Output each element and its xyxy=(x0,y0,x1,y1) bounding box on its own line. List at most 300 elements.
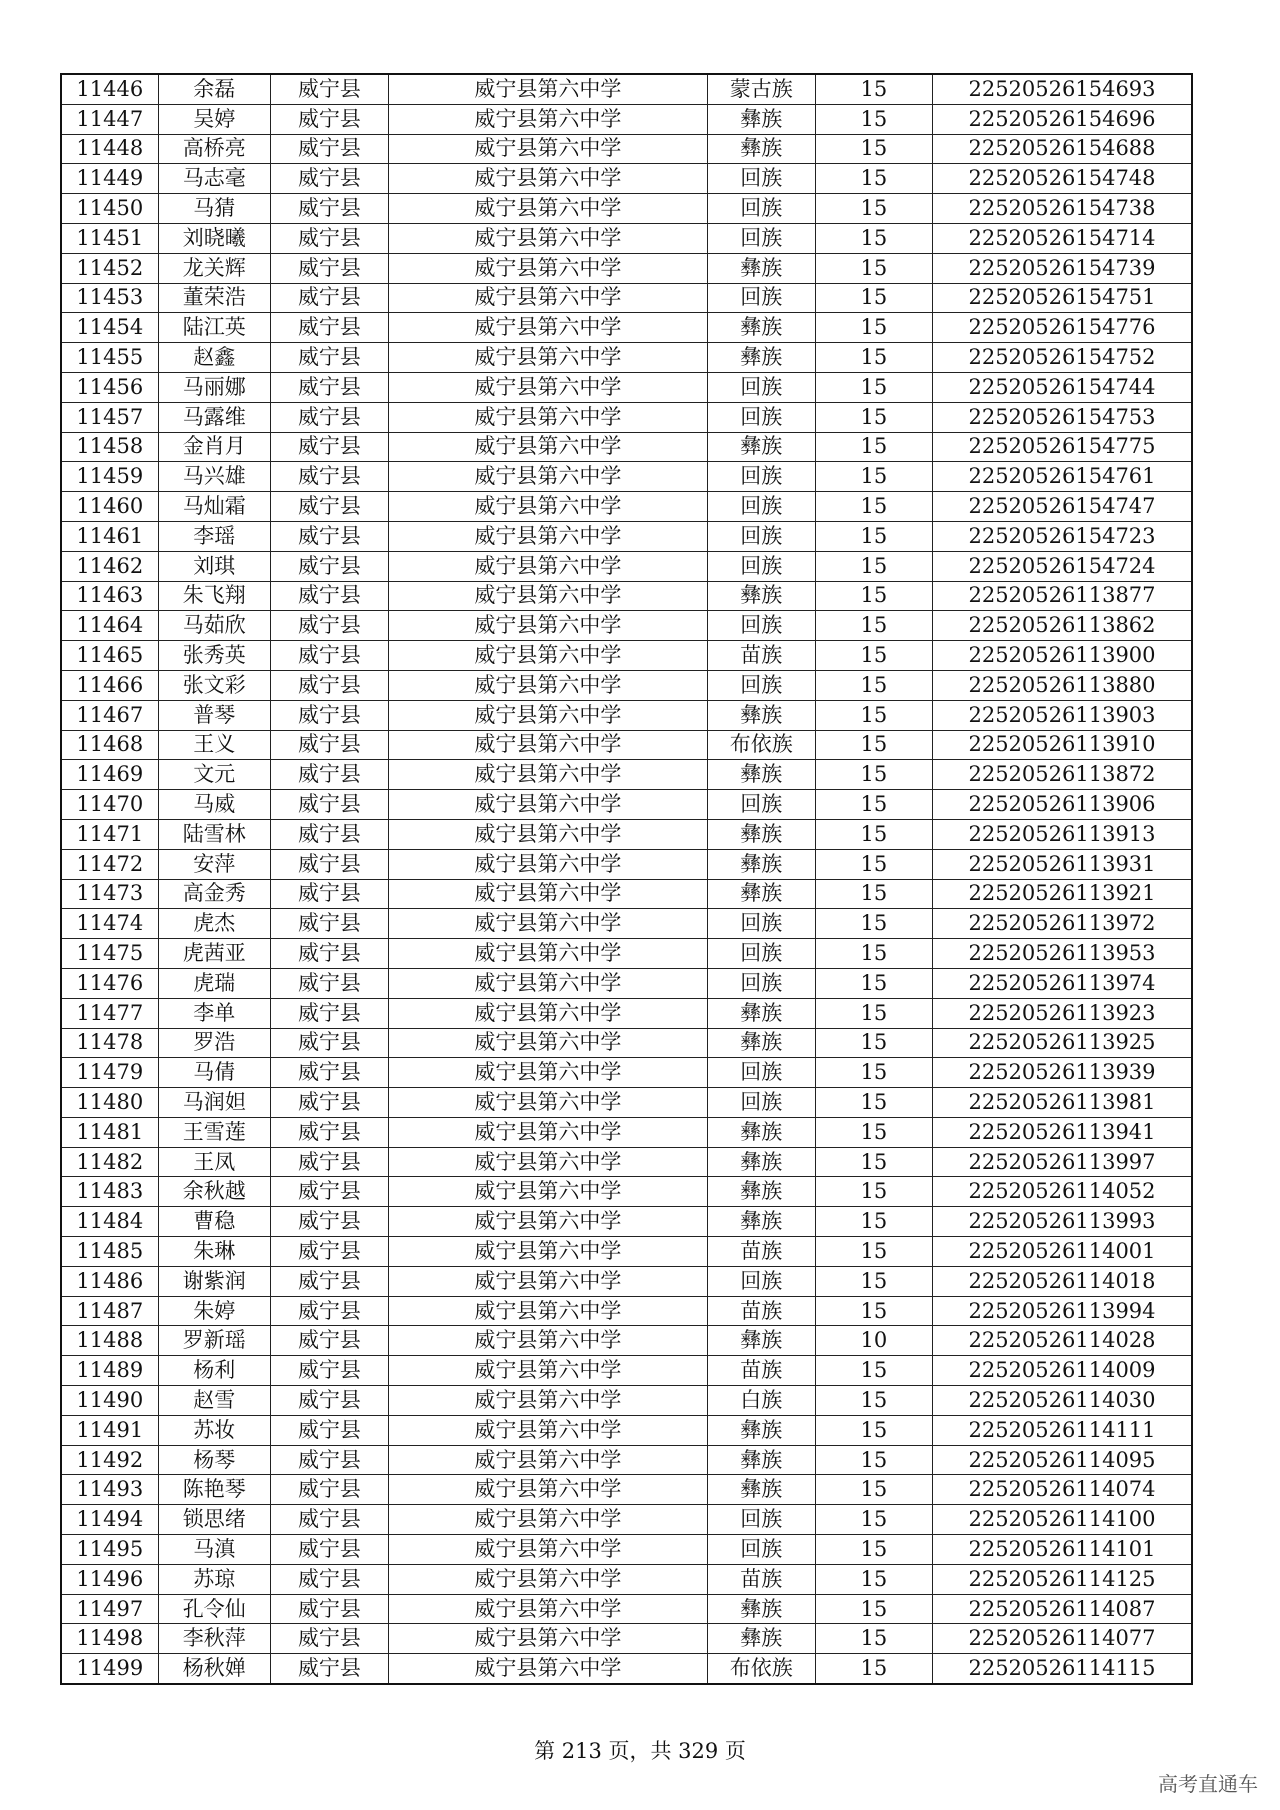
exam-id-cell: 22520526113941 xyxy=(933,1117,1193,1147)
score-cell: 15 xyxy=(815,1266,932,1296)
county-cell: 威宁县 xyxy=(270,819,388,849)
name-cell: 高金秀 xyxy=(158,879,270,909)
county-cell: 威宁县 xyxy=(270,74,388,104)
roster-table-body xyxy=(61,74,1192,1684)
table-row xyxy=(61,1564,1192,1594)
county-cell: 威宁县 xyxy=(270,1535,388,1565)
seq-cell: 11447 xyxy=(61,104,158,134)
table-row xyxy=(61,223,1192,253)
school-cell: 威宁县第六中学 xyxy=(389,998,708,1028)
exam-id-cell: 22520526114077 xyxy=(933,1624,1193,1654)
seq-cell: 11492 xyxy=(61,1445,158,1475)
name-cell: 高桥亮 xyxy=(158,134,270,164)
table-row xyxy=(61,879,1192,909)
school-cell: 威宁县第六中学 xyxy=(389,1296,708,1326)
county-cell: 威宁县 xyxy=(270,521,388,551)
school-cell: 威宁县第六中学 xyxy=(389,939,708,969)
school-cell: 威宁县第六中学 xyxy=(389,1117,708,1147)
name-cell: 罗浩 xyxy=(158,1028,270,1058)
name-cell: 董荣浩 xyxy=(158,283,270,313)
seq-cell: 11450 xyxy=(61,194,158,224)
school-cell: 威宁县第六中学 xyxy=(389,164,708,194)
table-row xyxy=(61,1475,1192,1505)
score-cell: 15 xyxy=(815,1475,932,1505)
table-row xyxy=(61,1445,1192,1475)
ethnicity-cell: 苗族 xyxy=(707,1237,815,1267)
school-cell: 威宁县第六中学 xyxy=(389,1207,708,1237)
county-cell: 威宁县 xyxy=(270,1356,388,1386)
county-cell: 威宁县 xyxy=(270,253,388,283)
seq-cell: 11491 xyxy=(61,1415,158,1445)
school-cell: 威宁县第六中学 xyxy=(389,700,708,730)
table-row xyxy=(61,1654,1192,1684)
table-row xyxy=(61,611,1192,641)
school-cell: 威宁县第六中学 xyxy=(389,1535,708,1565)
table-row xyxy=(61,1505,1192,1535)
score-cell: 15 xyxy=(815,313,932,343)
school-cell: 威宁县第六中学 xyxy=(389,819,708,849)
exam-id-cell: 22520526113931 xyxy=(933,849,1193,879)
county-cell: 威宁县 xyxy=(270,939,388,969)
county-cell: 威宁县 xyxy=(270,790,388,820)
table-row xyxy=(61,641,1192,671)
county-cell: 威宁县 xyxy=(270,1386,388,1416)
ethnicity-cell: 布依族 xyxy=(707,1654,815,1684)
county-cell: 威宁县 xyxy=(270,1326,388,1356)
exam-id-cell: 22520526154723 xyxy=(933,521,1193,551)
county-cell: 威宁县 xyxy=(270,1564,388,1594)
name-cell: 余秋越 xyxy=(158,1177,270,1207)
seq-cell: 11476 xyxy=(61,968,158,998)
county-cell: 威宁县 xyxy=(270,1147,388,1177)
seq-cell: 11467 xyxy=(61,700,158,730)
exam-id-cell: 22520526154751 xyxy=(933,283,1193,313)
seq-cell: 11461 xyxy=(61,521,158,551)
seq-cell: 11487 xyxy=(61,1296,158,1326)
page-number: 第 213 页，共 329 页 xyxy=(534,1739,746,1763)
seq-cell: 11478 xyxy=(61,1028,158,1058)
exam-id-cell: 22520526113900 xyxy=(933,641,1193,671)
ethnicity-cell: 彝族 xyxy=(707,432,815,462)
county-cell: 威宁县 xyxy=(270,492,388,522)
county-cell: 威宁县 xyxy=(270,432,388,462)
score-cell: 10 xyxy=(815,1326,932,1356)
exam-id-cell: 22520526154714 xyxy=(933,223,1193,253)
table-row xyxy=(61,134,1192,164)
exam-id-cell: 22520526113997 xyxy=(933,1147,1193,1177)
county-cell: 威宁县 xyxy=(270,402,388,432)
ethnicity-cell: 回族 xyxy=(707,1266,815,1296)
table-row xyxy=(61,372,1192,402)
ethnicity-cell: 彝族 xyxy=(707,313,815,343)
table-row xyxy=(61,1624,1192,1654)
exam-id-cell: 22520526114111 xyxy=(933,1415,1193,1445)
county-cell: 威宁县 xyxy=(270,313,388,343)
name-cell: 朱琳 xyxy=(158,1237,270,1267)
county-cell: 威宁县 xyxy=(270,1088,388,1118)
name-cell: 谢紫润 xyxy=(158,1266,270,1296)
seq-cell: 11462 xyxy=(61,551,158,581)
table-row xyxy=(61,164,1192,194)
ethnicity-cell: 彝族 xyxy=(707,1147,815,1177)
table-row xyxy=(61,819,1192,849)
exam-id-cell: 22520526113993 xyxy=(933,1207,1193,1237)
table-row xyxy=(61,1594,1192,1624)
exam-id-cell: 22520526114101 xyxy=(933,1535,1193,1565)
score-cell: 15 xyxy=(815,581,932,611)
school-cell: 威宁县第六中学 xyxy=(389,343,708,373)
table-row xyxy=(61,1386,1192,1416)
county-cell: 威宁县 xyxy=(270,104,388,134)
exam-id-cell: 22520526114001 xyxy=(933,1237,1193,1267)
ethnicity-cell: 回族 xyxy=(707,1088,815,1118)
exam-id-cell: 22520526154739 xyxy=(933,253,1193,283)
score-cell: 15 xyxy=(815,790,932,820)
score-cell: 15 xyxy=(815,1445,932,1475)
ethnicity-cell: 回族 xyxy=(707,939,815,969)
seq-cell: 11482 xyxy=(61,1147,158,1177)
county-cell: 威宁县 xyxy=(270,730,388,760)
seq-cell: 11477 xyxy=(61,998,158,1028)
ethnicity-cell: 彝族 xyxy=(707,104,815,134)
ethnicity-cell: 彝族 xyxy=(707,998,815,1028)
seq-cell: 11483 xyxy=(61,1177,158,1207)
ethnicity-cell: 彝族 xyxy=(707,819,815,849)
seq-cell: 11463 xyxy=(61,581,158,611)
county-cell: 威宁县 xyxy=(270,1445,388,1475)
seq-cell: 11459 xyxy=(61,462,158,492)
exam-id-cell: 22520526113939 xyxy=(933,1058,1193,1088)
table-row xyxy=(61,1326,1192,1356)
score-cell: 15 xyxy=(815,492,932,522)
table-row xyxy=(61,313,1192,343)
school-cell: 威宁县第六中学 xyxy=(389,462,708,492)
county-cell: 威宁县 xyxy=(270,164,388,194)
county-cell: 威宁县 xyxy=(270,1207,388,1237)
ethnicity-cell: 回族 xyxy=(707,611,815,641)
county-cell: 威宁县 xyxy=(270,223,388,253)
ethnicity-cell: 回族 xyxy=(707,492,815,522)
score-cell: 15 xyxy=(815,670,932,700)
county-cell: 威宁县 xyxy=(270,462,388,492)
table-row xyxy=(61,939,1192,969)
ethnicity-cell: 苗族 xyxy=(707,1564,815,1594)
score-cell: 15 xyxy=(815,968,932,998)
ethnicity-cell: 彝族 xyxy=(707,1624,815,1654)
score-cell: 15 xyxy=(815,909,932,939)
name-cell: 杨利 xyxy=(158,1356,270,1386)
ethnicity-cell: 回族 xyxy=(707,164,815,194)
county-cell: 威宁县 xyxy=(270,1594,388,1624)
score-cell: 15 xyxy=(815,611,932,641)
ethnicity-cell: 彝族 xyxy=(707,1445,815,1475)
name-cell: 安萍 xyxy=(158,849,270,879)
county-cell: 威宁县 xyxy=(270,1237,388,1267)
county-cell: 威宁县 xyxy=(270,670,388,700)
school-cell: 威宁县第六中学 xyxy=(389,1654,708,1684)
score-cell: 15 xyxy=(815,1564,932,1594)
county-cell: 威宁县 xyxy=(270,283,388,313)
seq-cell: 11466 xyxy=(61,670,158,700)
table-row xyxy=(61,1356,1192,1386)
name-cell: 杨琴 xyxy=(158,1445,270,1475)
name-cell: 李单 xyxy=(158,998,270,1028)
score-cell: 15 xyxy=(815,998,932,1028)
exam-id-cell: 22520526113862 xyxy=(933,611,1193,641)
county-cell: 威宁县 xyxy=(270,343,388,373)
seq-cell: 11457 xyxy=(61,402,158,432)
table-row xyxy=(61,581,1192,611)
exam-id-cell: 22520526114115 xyxy=(933,1654,1193,1684)
name-cell: 普琴 xyxy=(158,700,270,730)
ethnicity-cell: 白族 xyxy=(707,1386,815,1416)
name-cell: 马灿霜 xyxy=(158,492,270,522)
name-cell: 马威 xyxy=(158,790,270,820)
table-row xyxy=(61,670,1192,700)
school-cell: 威宁县第六中学 xyxy=(389,1475,708,1505)
seq-cell: 11493 xyxy=(61,1475,158,1505)
ethnicity-cell: 回族 xyxy=(707,1535,815,1565)
ethnicity-cell: 回族 xyxy=(707,551,815,581)
score-cell: 15 xyxy=(815,253,932,283)
seq-cell: 11472 xyxy=(61,849,158,879)
score-cell: 15 xyxy=(815,372,932,402)
name-cell: 张秀英 xyxy=(158,641,270,671)
ethnicity-cell: 回族 xyxy=(707,1058,815,1088)
score-cell: 15 xyxy=(815,462,932,492)
school-cell: 威宁县第六中学 xyxy=(389,1147,708,1177)
name-cell: 马兴雄 xyxy=(158,462,270,492)
table-row xyxy=(61,1207,1192,1237)
seq-cell: 11497 xyxy=(61,1594,158,1624)
school-cell: 威宁县第六中学 xyxy=(389,849,708,879)
county-cell: 威宁县 xyxy=(270,1505,388,1535)
name-cell: 文元 xyxy=(158,760,270,790)
ethnicity-cell: 回族 xyxy=(707,223,815,253)
seq-cell: 11484 xyxy=(61,1207,158,1237)
table-row xyxy=(61,194,1192,224)
seq-cell: 11480 xyxy=(61,1088,158,1118)
school-cell: 威宁县第六中学 xyxy=(389,551,708,581)
ethnicity-cell: 苗族 xyxy=(707,641,815,671)
county-cell: 威宁县 xyxy=(270,372,388,402)
seq-cell: 11452 xyxy=(61,253,158,283)
county-cell: 威宁县 xyxy=(270,1654,388,1684)
table-row xyxy=(61,551,1192,581)
name-cell: 马丽娜 xyxy=(158,372,270,402)
ethnicity-cell: 彝族 xyxy=(707,581,815,611)
name-cell: 马茹欣 xyxy=(158,611,270,641)
ethnicity-cell: 蒙古族 xyxy=(707,74,815,104)
county-cell: 威宁县 xyxy=(270,879,388,909)
school-cell: 威宁县第六中学 xyxy=(389,194,708,224)
county-cell: 威宁县 xyxy=(270,700,388,730)
seq-cell: 11468 xyxy=(61,730,158,760)
name-cell: 吴婷 xyxy=(158,104,270,134)
table-row xyxy=(61,1058,1192,1088)
table-row xyxy=(61,1237,1192,1267)
name-cell: 王雪莲 xyxy=(158,1117,270,1147)
seq-cell: 11475 xyxy=(61,939,158,969)
exam-id-cell: 22520526154724 xyxy=(933,551,1193,581)
score-cell: 15 xyxy=(815,134,932,164)
ethnicity-cell: 回族 xyxy=(707,521,815,551)
county-cell: 威宁县 xyxy=(270,968,388,998)
seq-cell: 11479 xyxy=(61,1058,158,1088)
table-row xyxy=(61,700,1192,730)
exam-id-cell: 22520526113994 xyxy=(933,1296,1193,1326)
score-cell: 15 xyxy=(815,1624,932,1654)
score-cell: 15 xyxy=(815,1028,932,1058)
exam-id-cell: 22520526114009 xyxy=(933,1356,1193,1386)
name-cell: 李瑶 xyxy=(158,521,270,551)
school-cell: 威宁县第六中学 xyxy=(389,402,708,432)
school-cell: 威宁县第六中学 xyxy=(389,968,708,998)
ethnicity-cell: 彝族 xyxy=(707,879,815,909)
seq-cell: 11474 xyxy=(61,909,158,939)
exam-id-cell: 22520526154775 xyxy=(933,432,1193,462)
seq-cell: 11470 xyxy=(61,790,158,820)
name-cell: 王凤 xyxy=(158,1147,270,1177)
school-cell: 威宁县第六中学 xyxy=(389,313,708,343)
seq-cell: 11446 xyxy=(61,74,158,104)
score-cell: 15 xyxy=(815,1177,932,1207)
school-cell: 威宁县第六中学 xyxy=(389,521,708,551)
score-cell: 15 xyxy=(815,74,932,104)
ethnicity-cell: 回族 xyxy=(707,462,815,492)
school-cell: 威宁县第六中学 xyxy=(389,1415,708,1445)
table-row xyxy=(61,1266,1192,1296)
seq-cell: 11458 xyxy=(61,432,158,462)
county-cell: 威宁县 xyxy=(270,1296,388,1326)
name-cell: 虎杰 xyxy=(158,909,270,939)
school-cell: 威宁县第六中学 xyxy=(389,1624,708,1654)
seq-cell: 11473 xyxy=(61,879,158,909)
table-row xyxy=(61,74,1192,104)
table-row xyxy=(61,253,1192,283)
name-cell: 朱飞翔 xyxy=(158,581,270,611)
table-row xyxy=(61,1028,1192,1058)
ethnicity-cell: 彝族 xyxy=(707,849,815,879)
name-cell: 罗新瑶 xyxy=(158,1326,270,1356)
seq-cell: 11496 xyxy=(61,1564,158,1594)
county-cell: 威宁县 xyxy=(270,1266,388,1296)
county-cell: 威宁县 xyxy=(270,611,388,641)
exam-id-cell: 22520526154693 xyxy=(933,74,1193,104)
exam-id-cell: 22520526154688 xyxy=(933,134,1193,164)
name-cell: 锁思绪 xyxy=(158,1505,270,1535)
school-cell: 威宁县第六中学 xyxy=(389,1028,708,1058)
name-cell: 马倩 xyxy=(158,1058,270,1088)
school-cell: 威宁县第六中学 xyxy=(389,760,708,790)
score-cell: 15 xyxy=(815,1594,932,1624)
score-cell: 15 xyxy=(815,1505,932,1535)
score-cell: 15 xyxy=(815,194,932,224)
county-cell: 威宁县 xyxy=(270,760,388,790)
seq-cell: 11488 xyxy=(61,1326,158,1356)
score-cell: 15 xyxy=(815,1415,932,1445)
county-cell: 威宁县 xyxy=(270,551,388,581)
table-row xyxy=(61,1296,1192,1326)
table-row xyxy=(61,402,1192,432)
exam-id-cell: 22520526154744 xyxy=(933,372,1193,402)
name-cell: 陆江英 xyxy=(158,313,270,343)
seq-cell: 11494 xyxy=(61,1505,158,1535)
county-cell: 威宁县 xyxy=(270,909,388,939)
name-cell: 马猜 xyxy=(158,194,270,224)
school-cell: 威宁县第六中学 xyxy=(389,1266,708,1296)
exam-id-cell: 22520526114028 xyxy=(933,1326,1193,1356)
score-cell: 15 xyxy=(815,1207,932,1237)
table-row xyxy=(61,1088,1192,1118)
seq-cell: 11485 xyxy=(61,1237,158,1267)
name-cell: 马志毫 xyxy=(158,164,270,194)
score-cell: 15 xyxy=(815,700,932,730)
exam-id-cell: 22520526113981 xyxy=(933,1088,1193,1118)
table-row xyxy=(61,1177,1192,1207)
school-cell: 威宁县第六中学 xyxy=(389,1445,708,1475)
score-cell: 15 xyxy=(815,521,932,551)
exam-id-cell: 22520526114074 xyxy=(933,1475,1193,1505)
ethnicity-cell: 回族 xyxy=(707,670,815,700)
score-cell: 15 xyxy=(815,1147,932,1177)
table-row xyxy=(61,998,1192,1028)
school-cell: 威宁县第六中学 xyxy=(389,1564,708,1594)
exam-id-cell: 22520526113906 xyxy=(933,790,1193,820)
exam-id-cell: 22520526113913 xyxy=(933,819,1193,849)
watermark-text: 高考直通车 xyxy=(1158,1772,1258,1796)
score-cell: 15 xyxy=(815,1654,932,1684)
exam-id-cell: 22520526154696 xyxy=(933,104,1193,134)
ethnicity-cell: 彝族 xyxy=(707,1415,815,1445)
exam-id-cell: 22520526154748 xyxy=(933,164,1193,194)
table-row xyxy=(61,1117,1192,1147)
school-cell: 威宁县第六中学 xyxy=(389,492,708,522)
ethnicity-cell: 回族 xyxy=(707,1505,815,1535)
seq-cell: 11454 xyxy=(61,313,158,343)
table-row xyxy=(61,521,1192,551)
table-row xyxy=(61,1147,1192,1177)
school-cell: 威宁县第六中学 xyxy=(389,432,708,462)
seq-cell: 11486 xyxy=(61,1266,158,1296)
county-cell: 威宁县 xyxy=(270,849,388,879)
exam-id-cell: 22520526114125 xyxy=(933,1564,1193,1594)
seq-cell: 11465 xyxy=(61,641,158,671)
score-cell: 15 xyxy=(815,551,932,581)
seq-cell: 11498 xyxy=(61,1624,158,1654)
name-cell: 马露维 xyxy=(158,402,270,432)
name-cell: 金肖月 xyxy=(158,432,270,462)
school-cell: 威宁县第六中学 xyxy=(389,1505,708,1535)
seq-cell: 11464 xyxy=(61,611,158,641)
seq-cell: 11471 xyxy=(61,819,158,849)
score-cell: 15 xyxy=(815,1535,932,1565)
exam-id-cell: 22520526114100 xyxy=(933,1505,1193,1535)
name-cell: 王义 xyxy=(158,730,270,760)
exam-id-cell: 22520526114018 xyxy=(933,1266,1193,1296)
school-cell: 威宁县第六中学 xyxy=(389,1594,708,1624)
score-cell: 15 xyxy=(815,849,932,879)
name-cell: 赵鑫 xyxy=(158,343,270,373)
table-row xyxy=(61,849,1192,879)
school-cell: 威宁县第六中学 xyxy=(389,611,708,641)
ethnicity-cell: 苗族 xyxy=(707,1356,815,1386)
exam-id-cell: 22520526154776 xyxy=(933,313,1193,343)
table-row xyxy=(61,1415,1192,1445)
seq-cell: 11449 xyxy=(61,164,158,194)
seq-cell: 11455 xyxy=(61,343,158,373)
exam-id-cell: 22520526113910 xyxy=(933,730,1193,760)
